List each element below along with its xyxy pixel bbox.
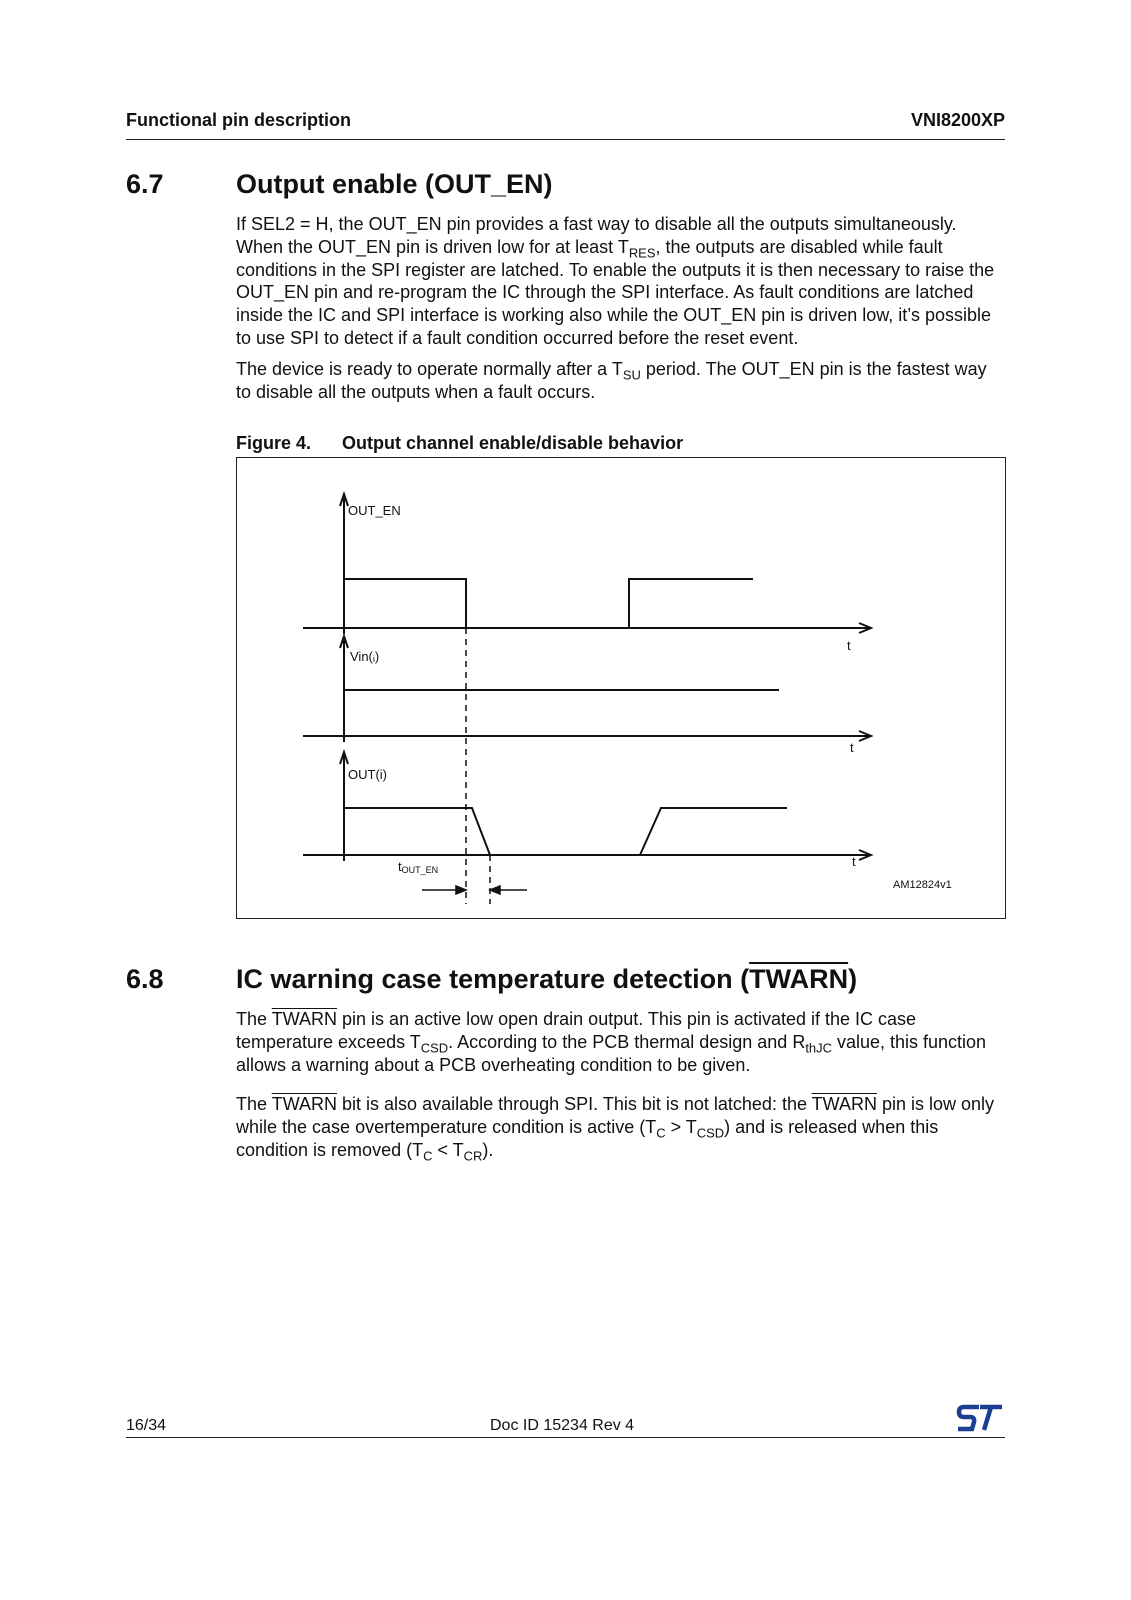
subscript: RES (628, 245, 656, 261)
overlined-signal: TWARN (811, 1094, 877, 1114)
running-header-part-number: VNI8200XP (910, 110, 1005, 130)
text-run: period. The OUT_EN pin is the fastest way to disable all the outputs when a fault occurs. (236, 359, 987, 402)
out-waveform-restore (640, 808, 787, 855)
vin-label-part: Vin( (350, 649, 373, 664)
vin-signal-label (350, 649, 379, 664)
figure-caption (236, 433, 683, 454)
text-run: IC warning case temperature detection ( (236, 964, 750, 994)
text-run: If SEL2 = H, the OUT_EN pin provides a fast way to disable all the outputs simultaneously. When the OUT_EN pin is driven low for at least T (236, 214, 957, 257)
section-number: 6.7 (126, 169, 164, 199)
text-run: < T (432, 1139, 464, 1160)
subscript: SU (622, 367, 641, 383)
section-title: Output enable (OUT_EN) (236, 169, 553, 199)
timing-diagram (237, 458, 1005, 918)
vin-label-index: i (372, 654, 375, 664)
text-run: The device is ready to operate normally after a T (236, 359, 623, 379)
overlined-signal: TWARN (271, 1094, 338, 1114)
subscript: CR (463, 1148, 483, 1164)
st-logo-icon (955, 1403, 1005, 1433)
paragraph (236, 358, 1006, 404)
paragraph (236, 1008, 1006, 1076)
subscript: C (423, 1148, 433, 1164)
tout-en-label (398, 859, 438, 875)
timing-diagram-figure (236, 457, 1006, 919)
tout-en-arrowhead-right (490, 886, 500, 894)
tout-en-label-t: t (398, 859, 402, 874)
text-run: The (236, 1009, 272, 1029)
tout-en-arrowhead-left (456, 886, 466, 894)
text-run: ) and is released when this condition is removed (T (236, 1116, 939, 1160)
t-axis-label: t (852, 854, 856, 869)
section-title (236, 964, 857, 995)
tout-en-label-sub: OUT_EN (401, 865, 439, 875)
page-number: 16/34 (126, 1417, 167, 1434)
overlined-signal: TWARN (271, 1009, 338, 1029)
paragraph (236, 1093, 1006, 1164)
out-en-waveform (344, 579, 466, 628)
overlined-signal: TWARN (749, 964, 849, 994)
text-run: > T (665, 1116, 697, 1137)
text-run: bit is also available through SPI. This bit is not latched: the (337, 1094, 812, 1114)
text-run: ). (482, 1139, 494, 1160)
text-run: . According to the PCB thermal design and R (448, 1031, 806, 1052)
text-run: The (236, 1094, 272, 1114)
section-number: 6.8 (126, 964, 164, 994)
text-run: pin is an active low open drain output. This pin is activated if the IC case temperature exceeds T (236, 1009, 917, 1052)
t-axis-label: t (847, 638, 851, 653)
figure-id: AM12824v1 (893, 879, 952, 891)
out-en-signal-label: OUT_EN (348, 503, 401, 518)
running-header-section: Functional pin description (126, 110, 351, 130)
figure-title: Output channel enable/disable behavior (342, 433, 684, 453)
text-run: pin is low only while the case overtemperature condition is active (T (236, 1094, 995, 1137)
t-axis-label: t (850, 740, 854, 755)
out-signal-label: OUT(i) (348, 767, 387, 782)
figure-label: Figure 4. (236, 433, 312, 453)
footer-rule (126, 1437, 1005, 1438)
header-rule (126, 139, 1005, 140)
paragraph (236, 213, 1006, 350)
subscript: CSD (420, 1040, 449, 1056)
subscript: CSD (696, 1125, 725, 1141)
document-id: Doc ID 15234 Rev 4 (490, 1417, 635, 1434)
text-run: , the outputs are disabled while fault conditions in the SPI register are latched. To enable the outputs it is then necessary to raise the OUT_EN pin and re-program the IC through the SPI interface. As fault conditions are latched inside the IC and SPI interface is working also while the OUT_EN pin is driven low, it’s possible to use SPI to detect if a fault condition occurred before the reset event. (236, 236, 995, 348)
out-waveform (344, 808, 490, 855)
vin-label-part: ) (374, 649, 380, 664)
text-run: ) (848, 964, 858, 994)
out-en-waveform-reenable (629, 579, 753, 628)
subscript: C (656, 1125, 666, 1141)
subscript: thJC (805, 1040, 832, 1056)
text-run: value, this function allows a warning about a PCB overheating condition to be given. (236, 1031, 987, 1075)
